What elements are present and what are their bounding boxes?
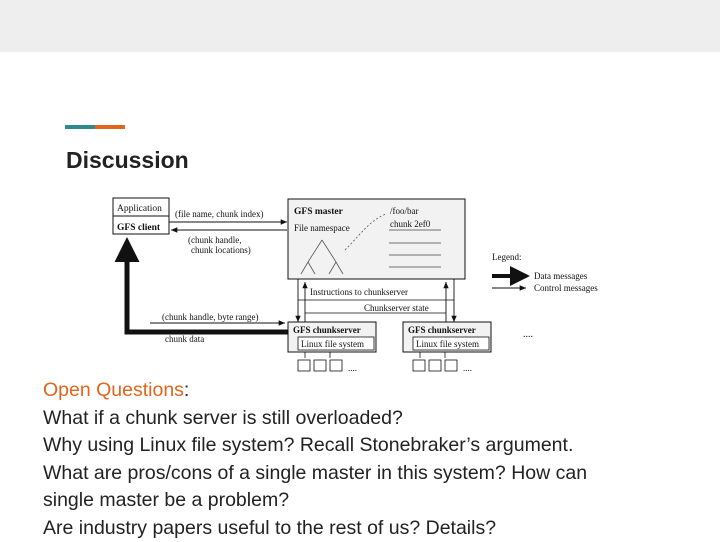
open-questions-label: Open Questions [43,379,184,401]
question-line-5: Are industry papers useful to the rest of us? Details? [43,515,703,542]
question-line-3: What are pros/cons of a single master in this system? How can [43,460,703,488]
chunk-data-label: chunk data [165,334,204,344]
response-label-2: chunk locations) [191,245,251,255]
gfs-client-label: GFS client [117,223,161,233]
instructions-label: Instructions to chunkserver [310,287,408,297]
chunkserver-1-label: GFS chunkserver [293,325,361,335]
disks-ellipsis-1: .... [348,363,357,373]
request-label: (file name, chunk index) [175,209,263,219]
legend [492,252,598,293]
question-line-2: Why using Linux file system? Recall Stonebraker’s argument. [43,432,703,460]
disks-2 [413,352,457,371]
chunkserver-box-2 [403,322,491,352]
question-line-4: single master be a problem? [43,487,703,515]
handle-range-label: (chunk handle, byte range) [162,312,258,322]
discussion-text [43,377,703,542]
application-label: Application [117,204,162,214]
client-box [113,198,169,234]
chunk-id-label: chunk 2ef0 [390,219,431,229]
open-questions-colon: : [184,379,189,401]
chunkserver-state-label: Chunkserver state [364,303,429,313]
open-questions-heading [43,377,703,405]
legend-control-label: Control messages [534,283,598,293]
master-box [288,199,465,279]
slide-title: Discussion [66,147,189,174]
linux-fs-1-label: Linux file system [301,339,364,349]
chunkserver-box-1 [288,322,376,352]
chunkserver-2-label: GFS chunkserver [408,325,476,335]
legend-data-label: Data messages [534,271,588,281]
top-bar [0,0,720,52]
question-line-1: What if a chunk server is still overloaded? [43,405,703,433]
legend-title: Legend: [492,252,522,262]
accent-bar-orange [95,125,125,129]
gfs-architecture-diagram [100,190,620,385]
linux-fs-2-label: Linux file system [416,339,479,349]
more-chunkservers-ellipsis: .... [523,329,533,340]
response-label-1: (chunk handle, [188,235,241,245]
disks-ellipsis-2: .... [463,363,472,373]
accent-bar-teal [65,125,95,129]
file-namespace-label: File namespace [294,223,350,233]
gfs-master-label: GFS master [294,207,344,217]
disks-1 [298,352,342,371]
path-label: /foo/bar [390,206,419,216]
